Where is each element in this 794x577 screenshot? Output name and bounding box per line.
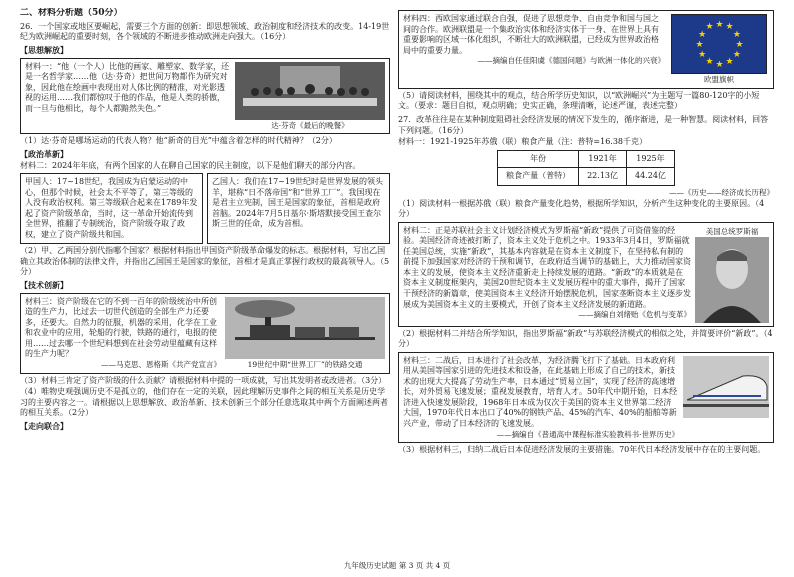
- q27-material-2-caption: 美国总统罗斯福: [705, 226, 759, 236]
- material-2-intro: 材料二：2024年年底，有两个国家的人在聊自己国家的民主制度，以下是他们聊天的部分内容。: [20, 160, 361, 170]
- q27-sub1: （1）阅读材料一根据苏俄（联）粮食产量变化趋势，根据所学知识，分析产生这种变化的主要原因。（4分）: [398, 198, 765, 219]
- star-icon: ★: [732, 29, 741, 40]
- material-3-caption: 19世纪中期“世界工厂”的铁路交通: [247, 359, 363, 369]
- grain-table-header-cell: 1925年: [627, 150, 675, 168]
- railway-illustration: [225, 297, 385, 359]
- grain-table: [497, 150, 675, 186]
- material-1-box: [20, 58, 390, 135]
- grain-table-row-label: 粮食产量（普特）: [498, 168, 579, 186]
- material-3-text: 材料三：资产阶级在它的不到一百年的阶级统治中所创造的生产力，比过去一切世代创造的全部生产力还要多，还要大。自然力的征服，机器的采用，化学在工业和农业中的应用，轮船的行驶，铁路的通行，电报的使用……过去哪一个世纪料想到在社会劳动里蕴藏有这样的生产力呢？: [25, 296, 217, 359]
- grain-table-header-cell: 1921年: [579, 150, 627, 168]
- tag-union: 【走向联合】: [20, 420, 68, 431]
- grain-table-header-cell: 年份: [498, 150, 579, 168]
- grain-table-cell: 22.13亿: [579, 168, 627, 186]
- q26-sub2: （2）甲、乙两国分别代指哪个国家？根据材料指出甲国资产阶级革命爆发的标志。根据材料，写出乙国确立其政治体制的法律文件，并指出乙国国王是国家的象征，首相才是真正掌握行政权的最高领导人。（5分）: [20, 246, 390, 277]
- material-4-text: 材料四：西欧国家通过联合自强，促进了思想竞争、自由竞争和国与国之间的合作。欧洲联盟是一个集政治实体和经济实体于一身、在世界上具有重要影响的区域一体化组织，不断壮大的欧洲联盟，已经成为世界政治格局中的重要力量。: [403, 14, 659, 55]
- star-icon: ★: [725, 56, 734, 67]
- last-supper-image: [235, 62, 385, 120]
- q26-intro: 26．一个国家或地区要崛起，需要三个方面的创新：即思想领域、政治制度和经济技术的改变。14-19世纪为欧洲崛起的重要时刻，各个领域的不断进步推动欧洲走向强大。（16分）: [20, 21, 390, 42]
- last-supper-illustration: [235, 62, 385, 120]
- grain-table-cell: 44.24亿: [627, 168, 675, 186]
- q26-sub1: （1）达·芬奇是哪场运动的代表人物？他“新奇的目光”中蕴含着怎样的时代精神？（2分）: [20, 136, 337, 146]
- star-icon: ★: [732, 49, 741, 60]
- material-1-caption: 达·芬奇《最后的晚餐》: [271, 120, 349, 130]
- q27-material-2-box: [398, 222, 774, 327]
- material-4-source: ——摘编自任佳阳虞《德国问题》与欧洲一体化的兴衰》: [477, 56, 665, 66]
- railway-image: [225, 297, 385, 359]
- tag-technology: 【技术创新】: [20, 279, 68, 290]
- star-icon: ★: [705, 22, 714, 33]
- q27-material-2-text: 材料二：正是苏联社会主义计划经济模式为罗斯福“新政”提供了可资借鉴的经验。美国经济奇迹被打断了，资本主义处于危机之中。1933年3月4日，罗斯福就任美国总统，实施“新政”，其基本内容就是在资本主义制度下，在坚持私有制的前提下加强国家对经济的干预和调节，在政府适当调节的基础上，大力推动国家资本主义的发展，使资本主义经济重新走上持续发展的道路。“新政”的本质就是在资本主义制度框架内，美国20世纪资本主义发展历程中的重大事件，揭开了国家干预经济的新篇章，使美国资本主义经济开始摆脱危机，国家垄断资本主义逐步发展成为美国资本主义的主要模式，开创了资本主义经济发展的新道路。: [403, 225, 691, 309]
- material-2-pair: [20, 173, 390, 244]
- eu-flag-icon: [671, 14, 767, 74]
- q27-material-1-title: 材料一：1921-1925年苏俄（联）粮食产量（注：普特=16.38千克）: [398, 137, 648, 147]
- q27-intro: 27．改革往往是在某种制度阻碍社会经济发展的情况下发生的，循序渐进，是一种智慧。阅读材料，回答下列问题。（16分）: [398, 114, 769, 135]
- roosevelt-portrait: [695, 237, 769, 323]
- material-3-source: ——马克思、恩格斯《共产党宣言》: [101, 359, 221, 369]
- section-title: 二、材料分析题（50分）: [20, 8, 123, 18]
- star-icon: ★: [725, 22, 734, 33]
- material-4-box: [398, 10, 774, 89]
- star-icon: ★: [705, 56, 714, 67]
- q27-material-3-box: [398, 352, 774, 444]
- star-icon: ★: [715, 59, 724, 70]
- grain-table-row: [498, 168, 675, 186]
- star-icon: ★: [715, 19, 724, 30]
- star-icon: ★: [695, 39, 704, 50]
- q27-material-2-source: ——摘编自刘绪贻《危机与变革》: [578, 310, 691, 320]
- q26-sub3: （3）材料三肯定了资产阶级的什么贡献？请根据材料中提的一项成就，写出其发明者或改进者。（3分）: [20, 375, 387, 385]
- star-icon: ★: [698, 29, 707, 40]
- star-icon: ★: [735, 39, 744, 50]
- material-2-country-b: 乙国人：我们在17~19世纪时是世界发展的领头羊，堪称“日不落帝国”和“世界工厂”。我国现在是君主立宪制，国王是国家的象征，首相是政府首脑。2024年7月5日基尔·斯塔默接受国王查尔斯三世的任命，成为首相。: [207, 173, 390, 244]
- q26-sub5: （5）请阅读材料，围绕其中的观点，结合所学历史知识，以“欧洲崛兴”为主题写一篇80-120字的小短文。（要求：题目自拟，观点明确；史实正确，条理清晰，论述严谨，表述完整）: [398, 90, 760, 111]
- q27-sub3: （3）根据材料三，归纳二战后日本促进经济发展的主要措施。70年代日本经济发展中存在的主要问题。: [398, 445, 766, 455]
- tag-thought: 【思想解放】: [20, 44, 68, 55]
- left-column: [20, 8, 390, 553]
- material-1-text: 材料一：“他（一个人）比他的画家、雕塑家、数学家，还是一名哲学家……他（达·芬奇）把世间万物都作为研究对象，因此他在绘画中表现出对人体比例的精准，对光影透视的运用……我们都惊叹于他的作品，他是人类的骄傲，而一旦与他相比，每个人都黯然失色。”: [25, 61, 230, 113]
- right-column: [398, 8, 774, 553]
- q27-sub2: （2）根据材料二并结合所学知识，指出罗斯福“新政”与苏联经济模式的相似之处，并简要评价“新政”。（4分）: [398, 328, 773, 349]
- material-4-caption: 欧盟旗帜: [704, 75, 734, 84]
- q26-sub4: （4）唯物史观强调历史不是孤立的，他们存在一定的关联，因此理解历史事件之间的相互关系是历史学习的主要内容之一。请根据以上思想解放、政治革新、技术创新三个部分任意选取其中两个方面阐述两者的相互关系。（2分）: [20, 387, 388, 418]
- bullet-train-image: [683, 356, 769, 418]
- material-2-country-a: 甲国人：17~18世纪，我国成为启蒙运动的中心，但那个时候，社会太不平等了，第三等级的人没有政治权利。第三等级联合起来在1789年发起了资产阶级革命，当时，这一革命开始流传到全世界，推翻了专制统治，资产阶级夺取了政权，建立了资产阶级共和国。: [20, 173, 203, 244]
- page-footer: 九年级历史试题 第 3 页 共 4 页: [343, 561, 451, 571]
- bullet-train-illustration: [683, 356, 769, 418]
- q27-material-1-source: ——《历史——经济成长历程》: [669, 187, 774, 197]
- roosevelt-portrait-illustration: [695, 237, 769, 323]
- q27-material-3-source: ——摘编自《普通高中课程标准实验教科书·世界历史》: [496, 429, 679, 439]
- star-icon: ★: [698, 49, 707, 60]
- q27-material-3-text: 材料三：二战后，日本进行了社会改革，为经济腾飞打下了基础。日本政府利用从美国等国家引进的先进技术和设备，在此基础上形成了自己的技术，新技术的出现大大提高了劳动生产率，日本通过“贸易立国”，实现了经济的高速增长，对外贸易飞速发展；重视发展教育，培育人才。50年代中期开始，日本经济进入快速发展阶段，1968年日本成为仅次于美国的资本主义世界第二经济大国，1970年代日本出口了40%的钢铁产品、45%的汽车、40%的船舶等新兴产业，带动了日本经济的飞速发展。: [403, 355, 678, 428]
- material-3-box: [20, 293, 390, 374]
- grain-table-header: [498, 150, 675, 168]
- tag-politics: 【政治革新】: [20, 148, 68, 159]
